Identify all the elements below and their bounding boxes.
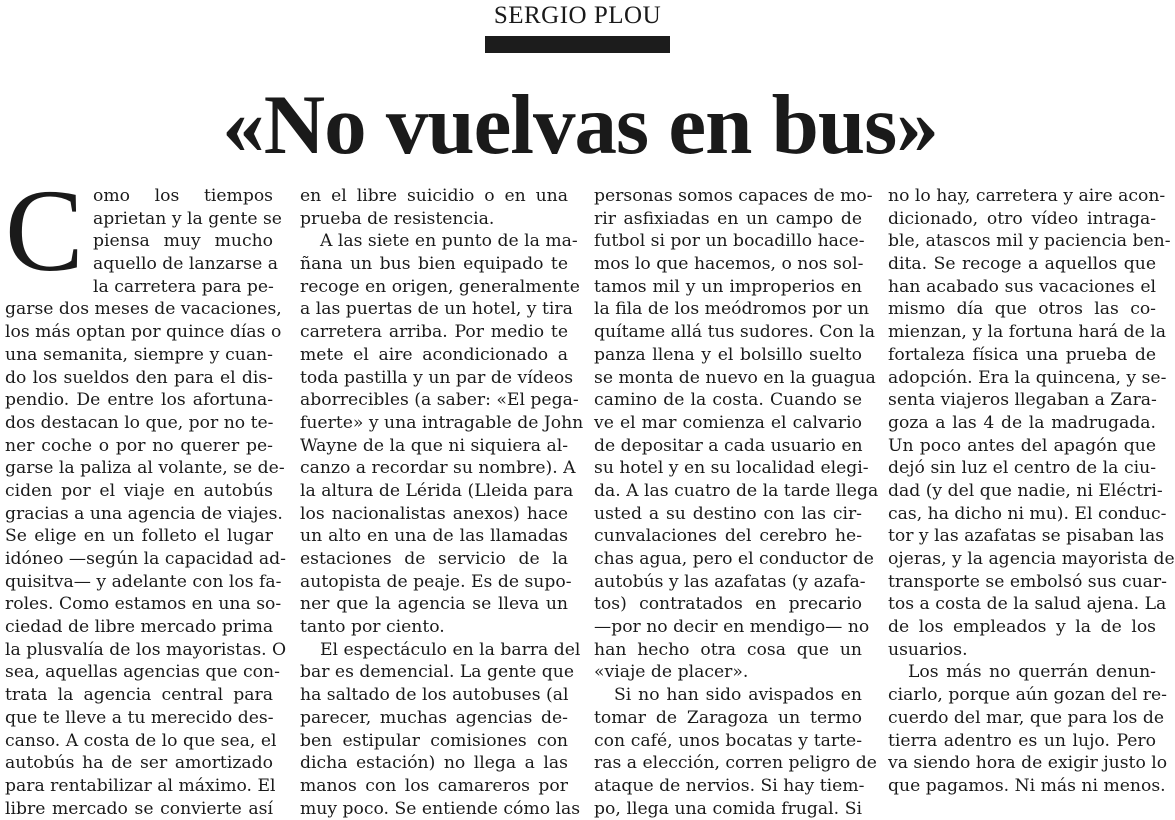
text-line: Un poco antes del apagón que <box>888 435 1156 456</box>
text-line: «viaje de placer». <box>594 662 749 683</box>
article-column-1 <box>5 165 287 819</box>
text-line: aborrecibles (a saber: «El pega- <box>300 390 579 411</box>
text-line: tomar de Zaragoza un termo <box>594 707 862 728</box>
text-line: pendio. De entre los afortuna- <box>5 390 273 411</box>
text-line: una semanita, siempre y cuan- <box>5 344 273 365</box>
text-line: tanto por ciento. <box>300 617 445 638</box>
text-line: personas somos capaces de mo- <box>594 186 873 206</box>
text-line: ciden por el viaje en autobús <box>5 480 273 501</box>
text-line: ner coche o por no querer pe- <box>5 435 273 456</box>
text-line: futbol si por un bocadillo hace- <box>594 231 865 252</box>
text-line: bar es demencial. La gente que <box>300 662 575 683</box>
text-line: mete el aire acondicionado a <box>300 344 568 365</box>
text-line: ojeras, y la agencia mayorista de <box>888 549 1175 569</box>
text-line: panza llena y el bolsillo suelto <box>594 344 862 365</box>
text-line: canzo a recordar su nombre). A <box>300 458 576 479</box>
text-line: carretera arriba. Por medio te <box>300 322 568 343</box>
text-line: ras a elección, corren peligro de <box>594 753 877 774</box>
text-line: chas agua, pero el conductor de <box>594 549 874 569</box>
text-line: que pagamos. Ni más ni menos. <box>888 775 1166 796</box>
text-line: de depositar a cada usuario en <box>594 435 863 456</box>
text-line: sea, aquellas agencias que con- <box>5 662 280 683</box>
text-line: los más optan por quince días o <box>5 322 282 343</box>
text-line: dicionado, otro vídeo intraga- <box>888 208 1156 229</box>
text-line: ataque de nervios. Si hay tiem- <box>594 775 865 796</box>
text-line: un alto en una de las llamadas <box>300 526 568 547</box>
text-line: libre mercado se convierte así <box>5 798 273 819</box>
text-line: ciarlo, porque aún gozan del re- <box>888 685 1167 706</box>
drop-cap: C <box>5 165 84 296</box>
text-line: da. A las cuatro de la tarde llega <box>594 480 879 501</box>
text-line: autopista de peaje. Es de supo- <box>300 571 572 592</box>
text-line: toda pastilla y un par de vídeos <box>300 367 574 388</box>
text-line: tierra adentro es un lujo. Pero <box>888 730 1156 751</box>
text-line: tos) contratados en precario <box>594 594 862 615</box>
text-line: ben estipular comisiones con <box>300 730 568 751</box>
text-line: rir asfixiadas en un campo de <box>594 208 862 229</box>
text-line: de los empleados y la de los <box>888 617 1156 638</box>
text-line: ha saltado de los autobuses (al <box>300 685 569 706</box>
text-line: Se elige en un folleto el lugar <box>5 526 273 547</box>
author-byline: SERGIO PLOU <box>493 2 662 29</box>
text-line: ciedad de libre mercado prima <box>5 617 274 638</box>
text-line: mismo día que otros las co- <box>888 299 1156 320</box>
text-line: fuerte» y una intragable de John <box>300 412 584 433</box>
text-line: canso. A costa de lo que sea, el <box>5 730 277 751</box>
text-line: tor y las azafatas se pisaban las <box>888 526 1165 547</box>
text-line: usted a su destino con las cir- <box>594 503 862 524</box>
text-line: dejó sin luz el centro de la ciu- <box>888 458 1156 479</box>
text-line: fortaleza física una prueba de <box>888 344 1156 365</box>
text-line: tamos mil y un improperios en <box>594 276 862 297</box>
text-line: po, llega una comida frugal. Si <box>594 798 862 819</box>
text-line: dos destacan lo que, por no te- <box>5 412 274 433</box>
text-line: senta viajeros llegaban a Zara- <box>888 390 1157 411</box>
text-line: tos a costa de la salud ajena. La <box>888 594 1167 615</box>
text-line: garse la paliza al volante, se de- <box>5 458 285 479</box>
text-line: mienzan, y la fortuna hará de la <box>888 322 1167 343</box>
text-line: cuerdo del mar, que para los de <box>888 707 1165 728</box>
text-line: parecer, muchas agencias de- <box>300 707 568 728</box>
text-line: no lo hay, carretera y aire acon- <box>888 186 1166 206</box>
text-line: idóneo —según la capacidad ad- <box>5 549 286 569</box>
text-line: piensa muy mucho <box>93 231 273 252</box>
article-column-4 <box>888 185 1175 796</box>
text-line: la fila de los meódromos por un <box>594 299 870 320</box>
text-line: adopción. Era la quincena, y se- <box>888 367 1167 388</box>
text-line: prueba de resistencia. <box>300 208 495 229</box>
text-line: ñana un bus bien equipado te <box>300 254 568 275</box>
text-line: se monta de nuevo en la guagua <box>594 367 876 388</box>
text-line: la altura de Lérida (Lleida para <box>300 480 574 501</box>
text-line: los nacionalistas anexos) hace <box>300 503 568 524</box>
text-line: para rentabilizar al máximo. El <box>5 775 276 796</box>
text-line: aquello de lanzarse a <box>93 254 278 275</box>
text-line: manos con los camareros por <box>300 775 568 796</box>
text-line: la carretera para pe- <box>93 276 274 297</box>
article-column-2 <box>300 185 584 819</box>
text-line: dad (y del que nadie, ni Eléctri- <box>888 480 1163 501</box>
text-line: cunvalaciones del cerebro he- <box>594 526 862 547</box>
text-line: han hecho otra cosa que un <box>594 639 862 660</box>
text-line: Si no han sido avispados en <box>614 685 862 706</box>
text-line: omo los tiempos <box>93 186 273 206</box>
text-line: trata la agencia central para <box>5 685 273 706</box>
text-line: ble, atascos mil y paciencia ben- <box>888 231 1171 252</box>
text-line: A las siete en punto de la ma- <box>320 231 578 252</box>
text-line: garse dos meses de vacaciones, <box>5 299 282 320</box>
text-line: dicha estación) no llega a las <box>300 753 568 774</box>
text-line: en el libre suicidio o en una <box>300 186 568 206</box>
text-line: su hotel y en su localidad elegi- <box>594 458 869 479</box>
text-line: quítame allá tus sudores. Con la <box>594 322 876 343</box>
text-line: a las puertas de un hotel, y tira <box>300 299 573 320</box>
text-line: camino de la costa. Cuando se <box>594 390 862 411</box>
text-line: mos lo que hacemos, o nos sol- <box>594 254 864 275</box>
text-line: ve el mar comienza el calvario <box>594 412 862 433</box>
text-line: dita. Se recoge a aquellos que <box>888 254 1156 275</box>
text-line: que te lleve a tu merecido des- <box>5 707 274 728</box>
text-line: goza a las 4 de la madrugada. <box>888 412 1156 433</box>
article-column-3 <box>594 185 879 819</box>
text-line: con café, unos bocatas y tarte- <box>594 730 862 751</box>
text-line: do los sueldos den para el dis- <box>5 367 273 388</box>
headline: «No vuelvas en bus» <box>222 78 938 172</box>
text-line: autobús ha de ser amortizado <box>5 753 273 774</box>
text-line: Wayne de la que ni siquiera al- <box>300 435 568 456</box>
text-line: va siendo hora de exigir justo lo <box>888 753 1168 774</box>
byline-rule <box>485 36 670 53</box>
text-line: —por no decir en mendigo— no <box>594 617 870 638</box>
text-line: roles. Como estamos en una so- <box>5 594 282 615</box>
text-line: estaciones de servicio de la <box>300 549 568 569</box>
text-line: la plusvalía de los mayoristas. O <box>5 639 287 660</box>
text-line: usuarios. <box>888 639 968 660</box>
text-line: El espectáculo en la barra del <box>320 639 581 660</box>
text-line: muy poco. Se entiende cómo las <box>300 798 581 819</box>
text-line: Los más no querrán denun- <box>908 662 1156 683</box>
text-line: transporte se embolsó sus cuar- <box>888 571 1167 592</box>
text-line: han acabado sus vacaciones el <box>888 276 1156 297</box>
text-line: quisitva— y adelante con los fa- <box>5 571 282 592</box>
text-line: recoge en origen, generalmente <box>300 276 580 297</box>
text-line: ner que la agencia se lleva un <box>300 594 568 615</box>
text-line: cas, ha dicho ni mu). El conduc- <box>888 503 1167 524</box>
text-line: gracias a una agencia de viajes. <box>5 503 283 524</box>
text-line: autobús y las azafatas (y azafa- <box>594 571 866 592</box>
text-line: aprietan y la gente se <box>93 208 282 229</box>
